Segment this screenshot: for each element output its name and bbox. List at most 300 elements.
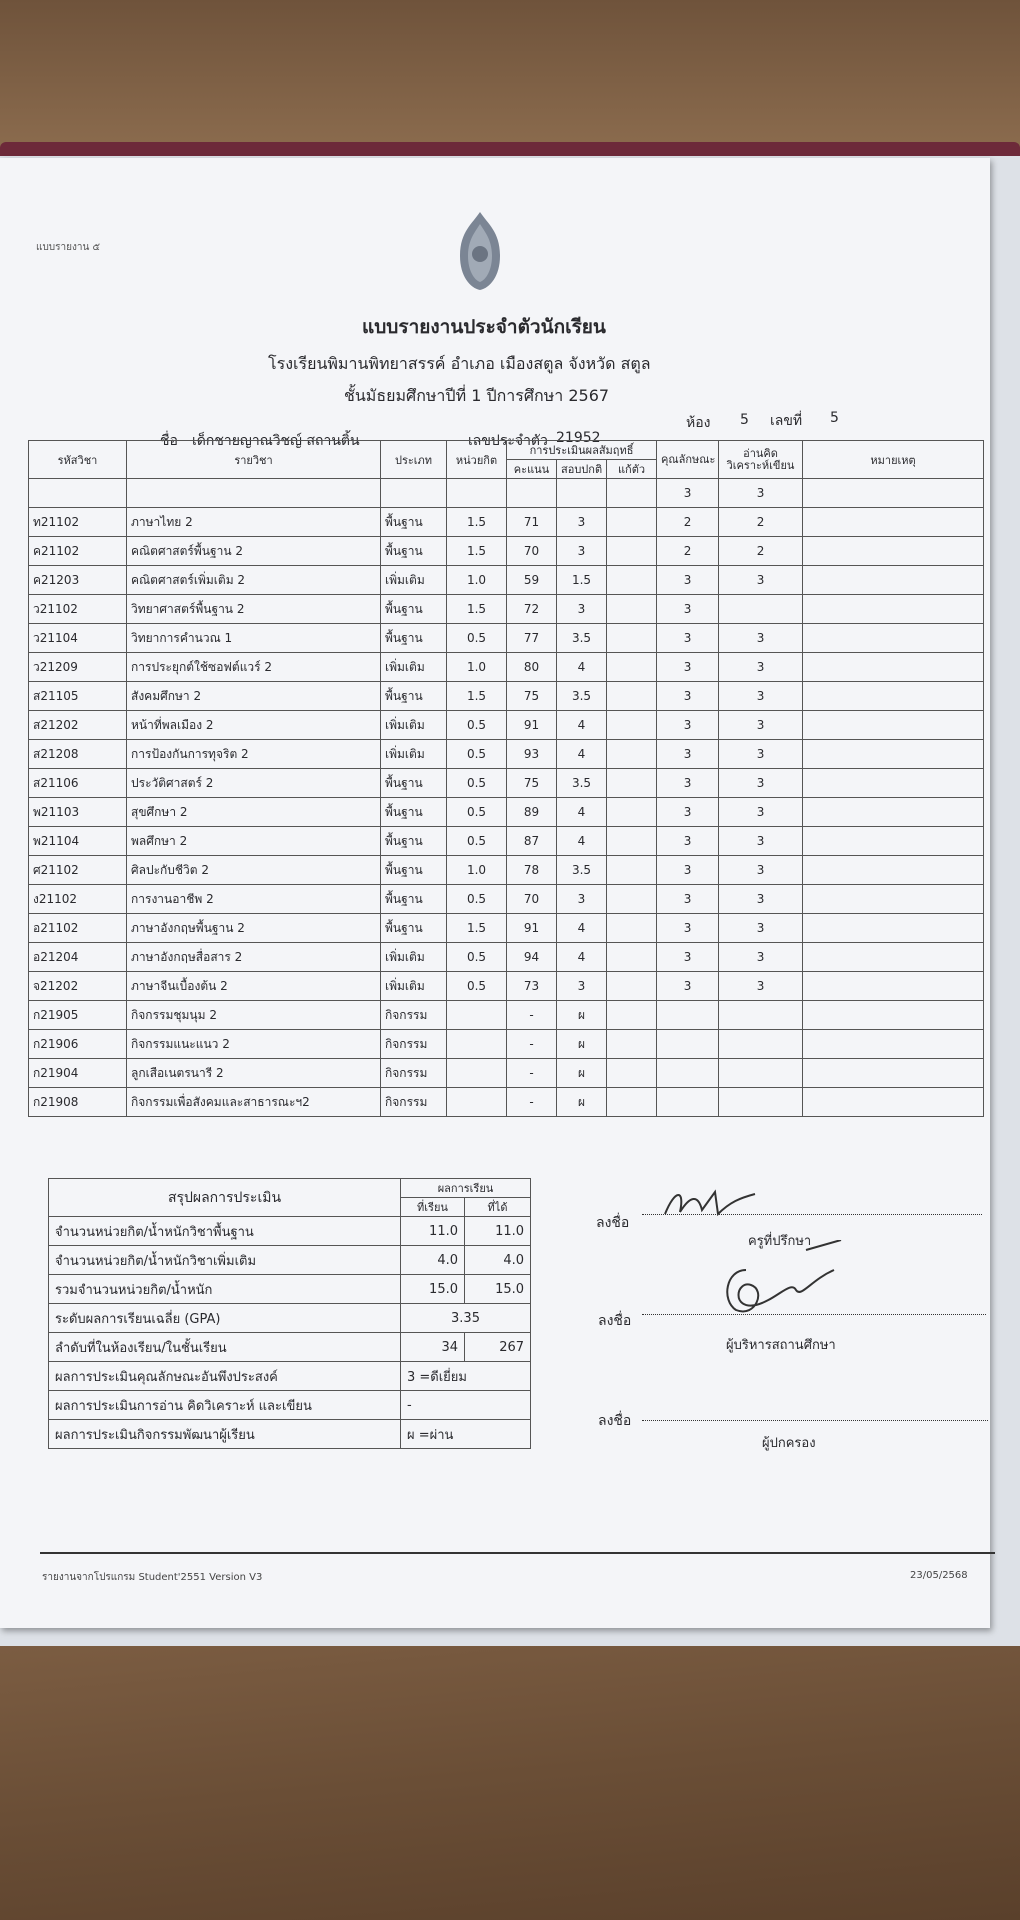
cell-remark [803,566,984,595]
cell-type: พื้นฐาน [381,827,447,856]
header-code: รหัสวิชา [29,441,127,479]
cell-grade: 4 [557,740,607,769]
header-score: คะแนน [507,460,557,479]
summary-registered: 15.0 [401,1275,465,1304]
cell-reading [719,1059,803,1088]
cell-code: ก21904 [29,1059,127,1088]
cell-character: 3 [657,566,719,595]
cell-score: - [507,1030,557,1059]
activity-label: ผลการประเมินกิจกรรมพัฒนาผู้เรียน [49,1420,401,1449]
cell-credit: 1.0 [447,856,507,885]
student-name-label: ชื่อ [160,433,178,449]
cell-character: 3 [657,624,719,653]
cell-character: 3 [657,653,719,682]
cell-grade: 4 [557,943,607,972]
table-row [29,856,984,885]
cell-grade: 4 [557,798,607,827]
gpa-label: ระดับผลการเรียนเฉลี่ย (GPA) [49,1304,401,1333]
cell-credit: 1.5 [447,914,507,943]
cell-reading [719,1030,803,1059]
cell-name: พลศึกษา 2 [127,827,381,856]
cell-code: ก21905 [29,1001,127,1030]
table-top-row [29,479,984,508]
summary-label: รวมจำนวนหน่วยกิต/น้ำหนัก [49,1275,401,1304]
cell-code: ว21104 [29,624,127,653]
cell-retake [607,1088,657,1117]
cell-credit: 1.5 [447,508,507,537]
cell-reading [719,1088,803,1117]
summary-col-registered: ที่เรียน [401,1198,465,1217]
cell-remark [803,972,984,1001]
cell-remark [803,827,984,856]
cell-remark [803,595,984,624]
cell-score: 75 [507,682,557,711]
table-row [29,711,984,740]
school-line: โรงเรียนพิมานพิทยาสรรค์ อำเภอ เมืองสตูล จังหวัด สตูล [268,354,651,373]
table-row [29,885,984,914]
activity-value: ผ =ผ่าน [401,1420,531,1449]
director-signature-icon [716,1240,846,1320]
cell-reading: 2 [719,508,803,537]
cell-reading: 3 [719,566,803,595]
top-row-character: 3 [657,479,719,508]
cell-type: พื้นฐาน [381,682,447,711]
advisor-signature-icon [660,1184,760,1224]
cell-grade: ผ [557,1030,607,1059]
cell-remark [803,740,984,769]
desk-background-bottom [0,1630,1020,1920]
cell-name: สุขศึกษา 2 [127,798,381,827]
summary-row [49,1246,531,1275]
cell-reading: 3 [719,769,803,798]
cell-code: ว21209 [29,653,127,682]
cell-code: พ21104 [29,827,127,856]
gpa-row [49,1304,531,1333]
cell-character: 3 [657,856,719,885]
cell-name: สังคมศึกษา 2 [127,682,381,711]
cell-character [657,1001,719,1030]
cell-retake [607,653,657,682]
cell-retake [607,769,657,798]
cell-character: 2 [657,508,719,537]
rank-row [49,1333,531,1362]
cell-character: 3 [657,972,719,1001]
cell-score: 80 [507,653,557,682]
cell-grade: 3.5 [557,624,607,653]
cell-retake [607,827,657,856]
cell-name: หน้าที่พลเมือง 2 [127,711,381,740]
cell-credit: 0.5 [447,972,507,1001]
reading-row [49,1391,531,1420]
cell-credit [447,1030,507,1059]
cell-type: เพิ่มเติม [381,943,447,972]
cell-remark [803,1088,984,1117]
cell-code: ส21105 [29,682,127,711]
cell-retake [607,1059,657,1088]
gpa-value: 3.35 [401,1304,531,1333]
cell-code: ส21106 [29,769,127,798]
cell-remark [803,1059,984,1088]
cell-retake [607,885,657,914]
cell-grade: ผ [557,1001,607,1030]
cell-remark [803,1030,984,1059]
cell-score: 94 [507,943,557,972]
cell-name: วิทยาศาสตร์พื้นฐาน 2 [127,595,381,624]
cell-credit: 0.5 [447,885,507,914]
header-remark: หมายเหตุ [803,441,984,479]
cell-name: ภาษาอังกฤษพื้นฐาน 2 [127,914,381,943]
cell-code: จ21202 [29,972,127,1001]
room-value: 5 [740,412,749,428]
cell-score: 78 [507,856,557,885]
cell-name: กิจกรรมแนะแนว 2 [127,1030,381,1059]
cell-reading: 3 [719,943,803,972]
cell-credit [447,1001,507,1030]
cell-credit: 1.0 [447,566,507,595]
cell-code: ก21906 [29,1030,127,1059]
cell-credit: 0.5 [447,769,507,798]
cell-grade: 4 [557,711,607,740]
advisor-title: ครูที่ปรึกษา [748,1234,812,1249]
cell-name: คณิตศาสตร์เพิ่มเติม 2 [127,566,381,595]
summary-label: จำนวนหน่วยกิต/น้ำหนักวิชาเพิ่มเติม [49,1246,401,1275]
cell-type: เพิ่มเติม [381,972,447,1001]
cell-reading [719,595,803,624]
cell-name: ลูกเสือเนตรนารี 2 [127,1059,381,1088]
table-row [29,653,984,682]
summary-row [49,1275,531,1304]
school-emblem-icon [450,210,510,292]
table-row [29,595,984,624]
cell-character: 3 [657,885,719,914]
table-row [29,508,984,537]
cell-name: วิทยาการคำนวณ 1 [127,624,381,653]
summary-earned: 11.0 [465,1217,531,1246]
cell-score: 70 [507,885,557,914]
top-row-reading: 3 [719,479,803,508]
cell-reading: 3 [719,740,803,769]
cell-character: 3 [657,740,719,769]
cell-credit: 1.5 [447,595,507,624]
activity-row [49,1420,531,1449]
cell-code: อ21102 [29,914,127,943]
cell-retake [607,914,657,943]
cell-reading: 3 [719,682,803,711]
cell-character [657,1030,719,1059]
student-id-label: เลขประจำตัว [468,433,548,449]
table-row [29,798,984,827]
cell-remark [803,711,984,740]
cell-retake [607,595,657,624]
cell-code: ว21102 [29,595,127,624]
cell-remark [803,856,984,885]
cell-score: 91 [507,711,557,740]
table-row [29,972,984,1001]
cell-character: 3 [657,943,719,972]
cell-character [657,1059,719,1088]
cell-remark [803,769,984,798]
table-row [29,624,984,653]
rank-class: 267 [465,1333,531,1362]
cell-reading: 3 [719,885,803,914]
header-retake: แก้ตัว [607,460,657,479]
header-name: รายวิชา [127,441,381,479]
cell-type: พื้นฐาน [381,769,447,798]
cell-remark [803,885,984,914]
cell-grade: ผ [557,1088,607,1117]
cell-name: ภาษาอังกฤษสื่อสาร 2 [127,943,381,972]
cell-credit: 0.5 [447,827,507,856]
cell-credit: 0.5 [447,798,507,827]
grades-table [28,440,984,1117]
desk-background-top [0,0,1020,160]
table-row [29,1030,984,1059]
cell-credit: 0.5 [447,740,507,769]
cell-name: กิจกรรมเพื่อสังคมและสาธารณะฯ2 [127,1088,381,1117]
cell-credit: 0.5 [447,711,507,740]
cell-name: การงานอาชีพ 2 [127,885,381,914]
cell-type: เพิ่มเติม [381,566,447,595]
summary-label: จำนวนหน่วยกิต/น้ำหนักวิชาพื้นฐาน [49,1217,401,1246]
header-reading: อ่านคิดวิเคราะห์เขียน [719,441,803,479]
cell-score: 77 [507,624,557,653]
cell-character: 2 [657,537,719,566]
cell-character: 3 [657,827,719,856]
cell-name: การป้องกันการทุจริต 2 [127,740,381,769]
cell-retake [607,624,657,653]
number-label: เลขที่ [770,413,803,429]
cell-code: ค21102 [29,537,127,566]
header-credit: หน่วยกิต [447,441,507,479]
cell-type: เพิ่มเติม [381,653,447,682]
rank-room: 34 [401,1333,465,1362]
header-assessment: การประเมินผลสัมฤทธิ์ [507,441,657,460]
table-row [29,740,984,769]
cell-retake [607,798,657,827]
table-row [29,566,984,595]
advisor-sign-label: ลงชื่อ [596,1215,630,1231]
cell-name: กิจกรรมชุมนุม 2 [127,1001,381,1030]
cell-grade: 3.5 [557,682,607,711]
cell-score: 71 [507,508,557,537]
cell-retake [607,740,657,769]
cell-retake [607,1030,657,1059]
cell-score: 70 [507,537,557,566]
footer-divider [40,1552,995,1554]
cell-score: 87 [507,827,557,856]
parent-sign-label: ลงชื่อ [598,1413,632,1429]
table-row [29,914,984,943]
cell-retake [607,508,657,537]
form-code: แบบรายงาน ๕ [36,242,101,253]
cell-credit: 1.5 [447,682,507,711]
cell-code: ศ21102 [29,856,127,885]
summary-row [49,1217,531,1246]
summary-result-header: ผลการเรียน [401,1179,531,1198]
grade-line: ชั้นมัธยมศึกษาปีที่ 1 ปีการศึกษา 2567 [344,386,610,405]
cell-grade: 3.5 [557,856,607,885]
cell-remark [803,914,984,943]
cell-type: พื้นฐาน [381,914,447,943]
cell-code: ส21202 [29,711,127,740]
cell-name: ประวัติศาสตร์ 2 [127,769,381,798]
cell-reading: 3 [719,624,803,653]
cell-type: พื้นฐาน [381,624,447,653]
cell-character: 3 [657,798,719,827]
cell-code: ค21203 [29,566,127,595]
cell-character [657,1088,719,1117]
cell-score: 93 [507,740,557,769]
table-row [29,1088,984,1117]
cell-name: ภาษาไทย 2 [127,508,381,537]
cell-reading: 3 [719,798,803,827]
cell-grade: 4 [557,914,607,943]
cell-reading: 2 [719,537,803,566]
summary-earned: 15.0 [465,1275,531,1304]
cell-code: ส21208 [29,740,127,769]
student-id: 21952 [556,430,601,446]
cell-score: - [507,1088,557,1117]
cell-type: กิจกรรม [381,1030,447,1059]
cell-score: 89 [507,798,557,827]
reading-value: - [401,1391,531,1420]
cell-score: 72 [507,595,557,624]
cell-credit: 1.0 [447,653,507,682]
reading-label: ผลการประเมินการอ่าน คิดวิเคราะห์ และเขียน [49,1391,401,1420]
parent-title: ผู้ปกครอง [762,1436,816,1451]
table-row [29,827,984,856]
footer-program: รายงานจากโปรแกรม Student'2551 Version V3 [42,1572,263,1583]
table-row [29,1059,984,1088]
cell-code: อ21204 [29,943,127,972]
cell-retake [607,537,657,566]
summary-title: สรุปผลการประเมิน [49,1179,401,1217]
cell-reading [719,1001,803,1030]
cell-character: 3 [657,769,719,798]
cell-code: ง21102 [29,885,127,914]
cell-type: พื้นฐาน [381,885,447,914]
cell-retake [607,566,657,595]
header-grade: สอบปกติ [557,460,607,479]
cell-remark [803,943,984,972]
cell-retake [607,1001,657,1030]
room-label: ห้อง [686,415,711,431]
cell-reading: 3 [719,914,803,943]
table-row [29,537,984,566]
cell-type: พื้นฐาน [381,595,447,624]
cell-remark [803,682,984,711]
header-character: คุณลักษณะ [657,441,719,479]
cell-grade: 3.5 [557,769,607,798]
cell-score: 75 [507,769,557,798]
cell-character: 3 [657,914,719,943]
cell-grade: 4 [557,827,607,856]
cell-type: พื้นฐาน [381,508,447,537]
cell-remark [803,798,984,827]
summary-table [48,1178,531,1449]
cell-grade: 3 [557,508,607,537]
report-title: แบบรายงานประจำตัวนักเรียน [362,316,606,338]
cell-credit [447,1088,507,1117]
cell-remark [803,537,984,566]
cell-grade: ผ [557,1059,607,1088]
cell-score: 59 [507,566,557,595]
cell-remark [803,653,984,682]
cell-score: 91 [507,914,557,943]
cell-type: เพิ่มเติม [381,711,447,740]
cell-grade: 3 [557,537,607,566]
header-type: ประเภท [381,441,447,479]
cell-score: - [507,1059,557,1088]
cell-retake [607,943,657,972]
cell-name: คณิตศาสตร์พื้นฐาน 2 [127,537,381,566]
cell-retake [607,711,657,740]
cell-credit: 0.5 [447,943,507,972]
cell-name: ศิลปะกับชีวิต 2 [127,856,381,885]
cell-type: พื้นฐาน [381,537,447,566]
number-value: 5 [830,410,839,426]
cell-character: 3 [657,682,719,711]
cell-credit: 1.5 [447,537,507,566]
cell-grade: 3 [557,885,607,914]
character-value: 3 =ดีเยี่ยม [401,1362,531,1391]
cell-type: กิจกรรม [381,1059,447,1088]
summary-earned: 4.0 [465,1246,531,1275]
cell-code: พ21103 [29,798,127,827]
table-row [29,769,984,798]
table-row [29,682,984,711]
parent-sign-line [642,1420,988,1421]
table-row [29,1001,984,1030]
cell-grade: 4 [557,653,607,682]
cell-reading: 3 [719,827,803,856]
cell-code: ท21102 [29,508,127,537]
cell-credit [447,1059,507,1088]
cell-type: เพิ่มเติม [381,740,447,769]
summary-registered: 4.0 [401,1246,465,1275]
cell-type: พื้นฐาน [381,798,447,827]
character-row [49,1362,531,1391]
cell-score: - [507,1001,557,1030]
table-row [29,943,984,972]
cell-type: กิจกรรม [381,1088,447,1117]
cell-credit: 0.5 [447,624,507,653]
director-title: ผู้บริหารสถานศึกษา [726,1338,836,1353]
rank-label: ลำดับที่ในห้องเรียน/ในชั้นเรียน [49,1333,401,1362]
cell-reading: 3 [719,653,803,682]
summary-col-earned: ที่ได้ [465,1198,531,1217]
summary-registered: 11.0 [401,1217,465,1246]
cell-character: 3 [657,711,719,740]
cell-name: การประยุกต์ใช้ซอฟต์แวร์ 2 [127,653,381,682]
cell-remark [803,1001,984,1030]
footer-date: 23/05/2568 [910,1570,968,1581]
cell-retake [607,682,657,711]
cell-name: ภาษาจีนเบื้องต้น 2 [127,972,381,1001]
cell-grade: 3 [557,972,607,1001]
cell-grade: 3 [557,595,607,624]
cell-remark [803,624,984,653]
student-name: เด็กชายญาณวิชญ์ สถานติ้น [192,433,360,449]
cell-reading: 3 [719,856,803,885]
cell-retake [607,856,657,885]
cell-reading: 3 [719,972,803,1001]
cell-reading: 3 [719,711,803,740]
cell-grade: 1.5 [557,566,607,595]
cell-retake [607,972,657,1001]
cell-code: ก21908 [29,1088,127,1117]
director-sign-label: ลงชื่อ [598,1313,632,1329]
